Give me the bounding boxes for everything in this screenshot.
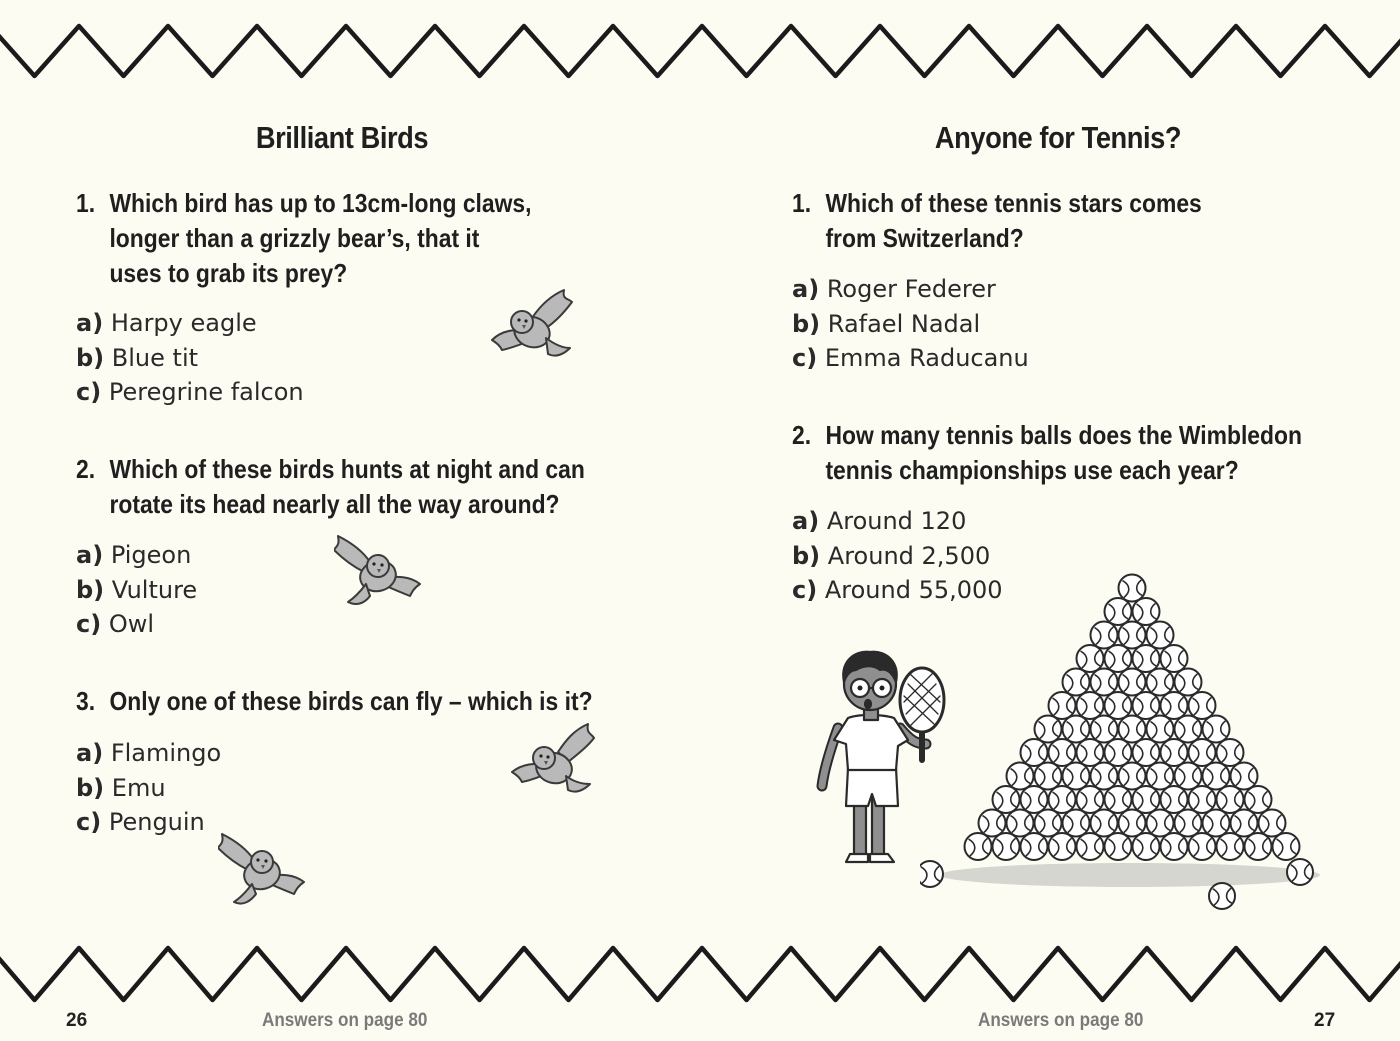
tennis-ball-icon	[1049, 739, 1076, 766]
tennis-ball-icon	[1077, 645, 1104, 672]
tennis-ball-icon	[1063, 716, 1090, 743]
tennis-ball-icon	[1105, 645, 1132, 672]
option-a: a) Pigeon	[76, 541, 192, 569]
question-1: 1. Which bird has up to 13cm-long claws, longer than a grizzly bear’s, that it uses to grab its prey?	[76, 188, 532, 288]
tennis-ball-icon	[1147, 669, 1174, 696]
tennis-ball-icon	[1091, 810, 1118, 837]
tennis-ball-icon	[1091, 716, 1118, 743]
question-2: 2. Which of these birds hunts at night and can rotate its head nearly all the way around?	[76, 454, 585, 519]
tennis-ball-icon	[1035, 716, 1062, 743]
option-b: b) Emu	[76, 773, 166, 802]
tennis-ball-icon	[1161, 692, 1188, 719]
tennis-ball-icon	[1077, 786, 1104, 813]
tennis-ball-icon	[1133, 692, 1160, 719]
tennis-ball-icon	[1049, 786, 1076, 813]
tennis-ball-icon	[1119, 622, 1146, 649]
option-c: c) Around 55,000	[792, 576, 1003, 604]
tennis-ball-icon	[1189, 692, 1216, 719]
tennis-ball-icon	[1259, 810, 1286, 837]
tennis-ball-pile-icon	[920, 570, 1320, 915]
option-b: b) Around 2,500	[792, 541, 991, 570]
option-c: c) Penguin	[76, 808, 205, 836]
tennis-ball-icon	[1133, 786, 1160, 813]
tennis-ball-icon	[1077, 692, 1104, 719]
tennis-ball-icon	[1175, 716, 1202, 743]
tennis-ball-icon	[1049, 833, 1076, 860]
tennis-ball-icon	[1175, 669, 1202, 696]
option-b: b) Rafael Nadal	[792, 309, 981, 338]
tennis-ball-icon	[1077, 833, 1104, 860]
question-1-options	[76, 306, 304, 410]
tennis-ball-icon	[1133, 833, 1160, 860]
tennis-ball-icon	[979, 810, 1006, 837]
tennis-ball-icon	[1063, 669, 1090, 696]
tennis-ball-icon	[1147, 622, 1174, 649]
tennis-ball-icon	[1147, 810, 1174, 837]
tennis-ball-icon	[1091, 622, 1118, 649]
option-c: c) Peregrine falcon	[76, 378, 304, 406]
tennis-ball-icon	[1217, 786, 1244, 813]
tennis-ball-icon	[1119, 669, 1146, 696]
tennis-ball-icon	[1133, 645, 1160, 672]
option-a: a) Harpy eagle	[76, 309, 257, 337]
tennis-ball-icon	[1119, 810, 1146, 837]
option-c: c) Owl	[76, 610, 155, 638]
option-a: a) Roger Federer	[792, 275, 996, 303]
tennis-ball-icon	[1245, 786, 1272, 813]
tennis-ball-icon	[1231, 810, 1258, 837]
tennis-ball-icon	[1021, 786, 1048, 813]
option-a: a) Flamingo	[76, 739, 222, 767]
tennis-ball-icon	[1133, 598, 1160, 625]
tennis-ball-icon	[1161, 833, 1188, 860]
tennis-ball-icon	[1063, 763, 1090, 790]
tennis-ball-icon	[1189, 786, 1216, 813]
tennis-ball-icon	[1091, 669, 1118, 696]
tennis-ball-icon	[1105, 692, 1132, 719]
tennis-ball-icon	[1035, 763, 1062, 790]
tennis-ball-icon	[1133, 739, 1160, 766]
tennis-ball-icon	[1007, 810, 1034, 837]
tennis-ball-icon	[1049, 692, 1076, 719]
tennis-ball-icon	[1203, 810, 1230, 837]
tennis-ball-icon	[1021, 833, 1048, 860]
bird-icon	[218, 830, 308, 908]
option-b: b) Vulture	[76, 575, 198, 604]
tennis-ball-icon	[1091, 763, 1118, 790]
tennis-ball-icon	[1203, 763, 1230, 790]
tennis-ball-icon	[993, 833, 1020, 860]
tennis-ball-icon	[1203, 716, 1230, 743]
tennis-ball-icon	[1035, 810, 1062, 837]
tennis-ball-icon	[1119, 575, 1146, 602]
bird-icon	[488, 288, 578, 366]
option-b: b) Blue tit	[76, 343, 199, 372]
bird-icon	[508, 722, 598, 800]
tennis-ball-icon	[1007, 763, 1034, 790]
page-title: Anyone for Tennis?	[934, 120, 1182, 155]
tennis-ball-icon	[1287, 859, 1313, 885]
tennis-ball-icon	[1119, 716, 1146, 743]
tennis-ball-icon	[1175, 763, 1202, 790]
tennis-ball-icon	[1119, 763, 1146, 790]
page-number: 26	[66, 1010, 88, 1031]
question-1: 1. Which of these tennis stars comes from Switzerland?	[792, 188, 1202, 253]
tennis-ball-icon	[1105, 598, 1132, 625]
tennis-ball-icon	[1147, 716, 1174, 743]
tennis-ball-icon	[1147, 763, 1174, 790]
tennis-ball-icon	[920, 861, 943, 887]
answers-note: Answers on page 80	[262, 1010, 428, 1031]
tennis-ball-icon	[1217, 739, 1244, 766]
answers-note: Answers on page 80	[978, 1010, 1144, 1031]
tennis-ball-icon	[1105, 833, 1132, 860]
tennis-ball-icon	[1273, 833, 1300, 860]
tennis-ball-icon	[1231, 763, 1258, 790]
tennis-ball-icon	[1175, 810, 1202, 837]
tennis-ball-icon	[1105, 739, 1132, 766]
page-number: 27	[1314, 1010, 1336, 1031]
option-c: c) Emma Raducanu	[792, 344, 1029, 372]
tennis-ball-icon	[965, 833, 992, 860]
bird-icon	[334, 532, 424, 610]
option-a: a) Around 120	[792, 507, 967, 535]
question-1-options	[792, 272, 1029, 376]
right-page	[700, 0, 1400, 1041]
tennis-ball-icon	[1189, 739, 1216, 766]
tennis-ball-icon	[1105, 786, 1132, 813]
tennis-ball-icon	[1077, 739, 1104, 766]
tennis-ball-icon	[1161, 786, 1188, 813]
page-title: Brilliant Birds	[255, 120, 429, 155]
tennis-ball-icon	[1209, 883, 1235, 909]
tennis-ball-icon	[1189, 833, 1216, 860]
tennis-ball-icon	[993, 786, 1020, 813]
tennis-ball-icon	[1021, 739, 1048, 766]
tennis-ball-icon	[1245, 833, 1272, 860]
tennis-ball-icon	[1161, 645, 1188, 672]
question-3-options	[76, 736, 221, 840]
question-2: 2. How many tennis balls does the Wimbledon tennis championships use each year?	[792, 420, 1302, 485]
tennis-ball-icon	[1217, 833, 1244, 860]
question-2-options	[76, 538, 197, 642]
tennis-ball-icon	[1161, 739, 1188, 766]
tennis-ball-icon	[1063, 810, 1090, 837]
question-3: 3. Only one of these birds can fly – which is it?	[76, 686, 593, 716]
